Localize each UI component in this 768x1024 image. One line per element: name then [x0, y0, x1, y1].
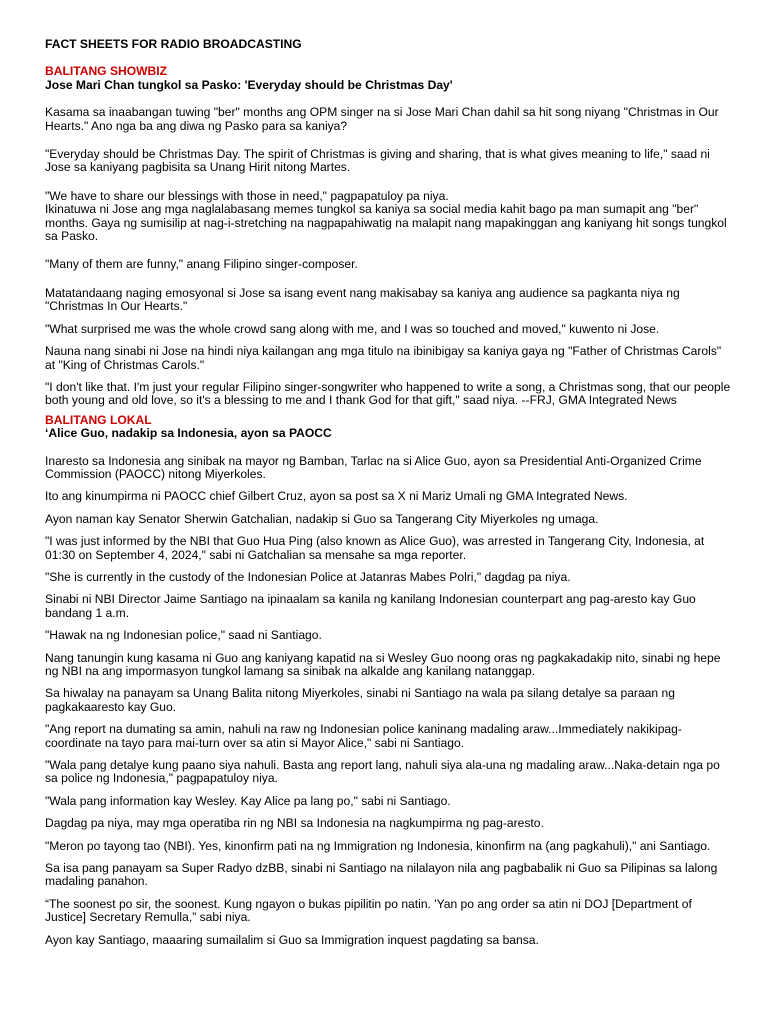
story-headline: ‘Alice Guo, nadakip sa Indonesia, ayon sa PAOCC: [45, 426, 332, 441]
paragraph: Inaresto sa Indonesia ang sinibak na mayor ng Bamban, Tarlac na si Alice Guo, ayon sa Presidential Anti-Organized Crime Commission (PAOCC) nitong Miyerkoles.: [45, 453, 702, 481]
paragraph: "She is currently in the custody of the Indonesian Police at Jatanras Mabes Polri," dagdag pa niya.: [45, 569, 571, 584]
section-showbiz: [45, 65, 732, 407]
paragraph: Ito ang kinumpirma ni PAOCC chief Gilbert Cruz, ayon sa post sa X ni Mariz Umali ng GMA Integrated News.: [45, 489, 628, 504]
paragraph: "What surprised me was the whole crowd sang along with me, and I was so touched and moved," kuwento ni Jose.: [45, 321, 660, 336]
paragraph: Sa isa pang panayam sa Super Radyo dzBB, sinabi ni Santiago na nilalayon nila ang pagbabalik ni Guo sa Pilipinas sa lalong madaling panahon.: [45, 861, 718, 889]
paragraph: Ikinatuwa ni Jose ang mga naglalabasang memes tungkol sa kaniya sa social media kahit bago pa man sumapit ang "ber" months. Gaya ng sumisilip at nag-i-stretching na nagpapahiwatig na malapit nang mapakinggan ang kaniyang hit songs tungkol sa Pasko.: [45, 202, 727, 244]
paragraph: "Many of them are funny," anang Filipino singer-composer.: [45, 257, 358, 272]
paragraph: "Meron po tayong tao (NBI). Yes, kinonfirm pati na ng Immigration ng Indonesia, kinonfirm na (ang pagkahuli)," ani Santiago.: [45, 838, 711, 853]
paragraph: "We have to share our blessings with those in need," pagpapatuloy pa niya.: [45, 188, 449, 203]
paragraph: "Wala pang detalye kung paano siya nahuli. Basta ang report lang, nahuli siya ala-una ng madaling araw...Naka-detain nga po sa police ng Indonesia," pagpapatuloy niya.: [45, 758, 720, 786]
paragraph: "Everyday should be Christmas Day. The spirit of Christmas is giving and sharing, that is what gives meaning to life," saad ni Jose sa kaniyang pagbisita sa Unang Hirit nitong Martes.: [45, 147, 710, 175]
paragraph: Matatandaang naging emosyonal si Jose sa isang event nang makisabay sa kaniya ang audience sa pagkanta niya ng "Christmas In Our Hearts.": [45, 285, 680, 314]
section-label: BALITANG LOKAL: [45, 412, 152, 427]
story-headline: Jose Mari Chan tungkol sa Pasko: 'Everyday should be Christmas Day': [45, 77, 453, 92]
paragraph: Nang tanungin kung kasama ni Guo ang kaniyang kapatid na si Wesley Guo noong oras ng pagkakadakip nito, sinabi ng hepe ng NBI na ang impormasyon tungkol lamang sa sinibak na alkalde ang kanilang natanggap.: [45, 650, 721, 678]
paragraph: “The soonest po sir, the soonest. Kung ngayon o bukas pipilitin po natin. 'Yan po ang order sa atin ni DOJ [Department of Justice] Secretary Remulla,” sabi niya.: [45, 896, 692, 925]
paragraph: Sa hiwalay na panayam sa Unang Balita nitong Miyerkoles, sinabi ni Santiago na wala pa silang detalye sa paraan ng pagkakaaresto kay Guo.: [45, 686, 675, 714]
paragraph: "I don't like that. I'm just your regular Filipino singer-songwriter who happened to write a song, a Christmas song, that our people both young and old love, so it's a blessing to me and I thank God for that gift," saad niya. --FRJ, GMA Integrated News: [45, 379, 731, 408]
paragraph: Dagdag pa niya, may mga operatiba rin ng NBI sa Indonesia na nagkumpirma ng pag-aresto.: [45, 816, 544, 831]
paragraph: Nauna nang sinabi ni Jose na hindi niya kailangan ang mga titulo na ibinibigay sa kaniya gaya ng "Father of Christmas Carols" at "King of Christmas Carols.": [45, 344, 722, 372]
section-label: BALITANG SHOWBIZ: [45, 64, 168, 79]
document-title: FACT SHEETS FOR RADIO BROADCASTING: [45, 37, 302, 51]
paragraph: "I was just informed by the NBI that Guo Hua Ping (also known as Alice Guo), was arrested in Tangerang City, Indonesia, at 01:30 on September 4, 2024," sabi ni Gatchalian sa mensahe sa mga reporter.: [45, 534, 705, 562]
paragraph: Sinabi ni NBI Director Jaime Santiago na ipinaalam sa kanila ng kanilang Indonesian counterpart ang pag-aresto kay Guo bandang 1 a.m.: [45, 592, 696, 620]
paragraph: Kasama sa inaabangan tuwing "ber" months ang OPM singer na si Jose Mari Chan dahil sa hit song niyang "Christmas in Our Hearts." Ano nga ba ang diwa ng Pasko para sa kaniya?: [45, 105, 719, 133]
paragraph: "Ang report na dumating sa amin, nahuli na raw ng Indonesian police kaninang madaling araw...Immediately nakikipag-coordinate na tayo para mai-turn over sa atin si Mayor Alice," sabi ni Santiago.: [45, 722, 682, 750]
paragraph: Ayon kay Santiago, maaaring sumailalim si Guo sa Immigration inquest pagdating sa bansa.: [45, 932, 539, 947]
paragraph: "Hawak na ng Indonesian police," saad ni Santiago.: [45, 628, 322, 643]
paragraph: "Wala pang information kay Wesley. Kay Alice pa lang po," sabi ni Santiago.: [45, 793, 451, 808]
paragraph: Ayon naman kay Senator Sherwin Gatchalian, nadakip si Guo sa Tangerang City Miyerkoles ng umaga.: [45, 511, 599, 526]
section-lokal: [45, 414, 732, 947]
